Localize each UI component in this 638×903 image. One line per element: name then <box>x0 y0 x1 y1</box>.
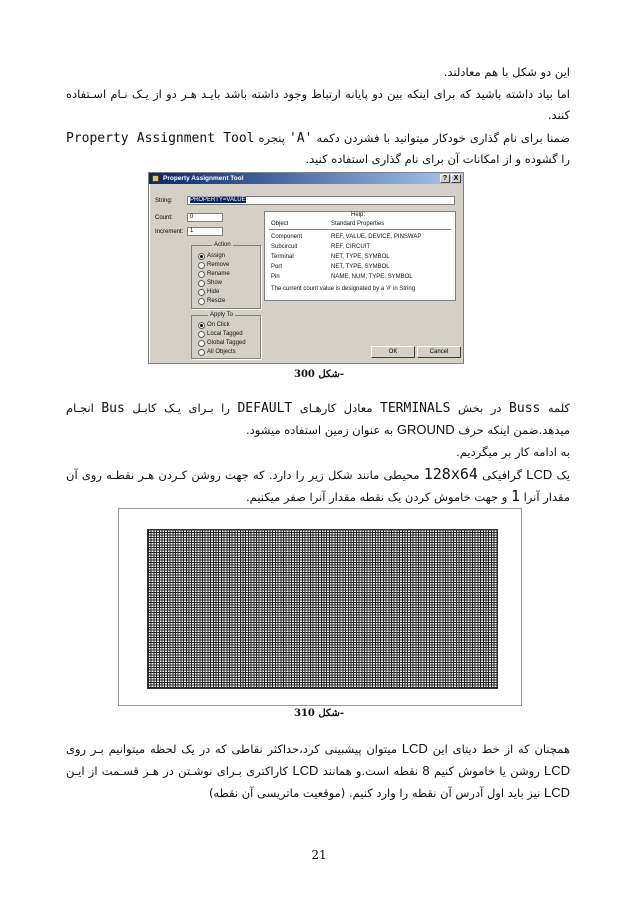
value-one: 1 <box>510 487 520 505</box>
paragraph-graphic-lcd <box>66 464 570 508</box>
keyword-lcd: LCD <box>401 741 428 756</box>
string-value: PROPERTY=VALUE <box>190 197 246 203</box>
text: روشن یا خاموش کنیم <box>433 764 540 778</box>
text: گرافیکی <box>482 468 523 482</box>
text: میتوان پیشبینی کرد،حداکثر نقاطی که در یک لحظه میتوانیم بـر روی <box>66 742 398 756</box>
help-divider <box>269 229 451 230</box>
page-number: 21 <box>311 848 327 862</box>
text: به ادامه کار بر میگردیم. <box>456 445 570 459</box>
paragraph-equivalence <box>66 62 570 83</box>
close-icon[interactable]: X <box>451 174 461 183</box>
text: یک <box>556 468 571 482</box>
dialog-title: Property Assignment Tool <box>163 175 244 182</box>
text: کلمه <box>547 401 570 415</box>
apply-title: Apply To <box>210 312 233 318</box>
help-row-object: Subcircuit <box>271 244 298 250</box>
text: این دو شکل با هم معادلند. <box>443 65 570 79</box>
ok-button[interactable]: OK <box>371 346 415 358</box>
radio-all-objects[interactable]: All Objects <box>198 348 236 356</box>
paragraph-buss <box>66 398 570 441</box>
text: اما بیاد داشته باشید که برای اینکه بین دو پایانه ارتباط وجود داشته باشد بایـد هـر دو از یـک نـام اسـتفاده کنند. <box>66 87 570 122</box>
figure-caption-300: شکل 300- <box>294 369 344 380</box>
keyword-lcd: LCD <box>526 467 553 482</box>
help-header-properties: Standard Properties <box>331 221 385 227</box>
text: را گشوده و از امکانات آن برای نام گذاری استفاده کنید. <box>305 152 570 166</box>
count-input[interactable]: 0 <box>187 213 223 222</box>
radio-local-tagged[interactable]: Local Tagged <box>198 330 243 338</box>
cancel-button[interactable]: Cancel <box>417 346 461 358</box>
keyword-default: DEFAULT <box>237 401 293 416</box>
dialog-titlebar <box>149 173 463 184</box>
key-label: 'A' <box>288 131 313 146</box>
keyword-ground: GROUND <box>396 422 455 437</box>
action-title: Action <box>214 242 231 248</box>
increment-label: Increment: <box>155 229 184 235</box>
radio-hide[interactable]: Hide <box>198 288 219 296</box>
help-row-object: Terminal <box>271 254 294 260</box>
help-row-properties: REF, CIRCUIT <box>331 244 370 250</box>
value-eight: 8 <box>422 763 430 778</box>
apply-group <box>191 312 261 359</box>
radio-resize[interactable]: Resize <box>198 297 225 305</box>
help-note: The current count value is designated by a '#' in String <box>271 286 416 292</box>
radio-assign[interactable]: Assign <box>198 252 225 260</box>
text: پنجره <box>258 131 285 145</box>
text: نقطه است.و همانند <box>322 764 419 778</box>
keyword-terminals: TERMINALS <box>380 401 451 416</box>
help-row-object: Component <box>271 234 303 240</box>
lcd-grid-figure <box>118 508 522 706</box>
keyword-lcd: LCD <box>544 763 571 778</box>
help-row-properties: NAME, NUM, TYPE, SYMBOL <box>331 274 413 280</box>
text: و جهت خاموش کردن یک نقطه مقدار آنرا صفر میکنیم. <box>246 490 508 504</box>
paragraph-continue <box>66 442 570 463</box>
help-row-object: Pin <box>271 274 280 280</box>
radio-show[interactable]: Show <box>198 279 222 287</box>
property-assignment-dialog <box>148 172 464 364</box>
help-pane <box>264 211 456 301</box>
text: نیز باید اول آدرس آن نقطه را وارد کنیم. (موقعیت ماتریسی آن نقطه) <box>208 786 541 800</box>
radio-remove[interactable]: Remove <box>198 261 229 269</box>
paragraph-lcd-data <box>66 738 570 804</box>
radio-on-click[interactable]: On Click <box>198 321 230 329</box>
paragraph-same-name <box>66 84 570 126</box>
help-row-object: Port <box>271 264 283 270</box>
text: معادل کارهـای <box>299 401 373 415</box>
text: کاراکتری بـرای نوشـتن در هـر قسـمت از ایـن <box>66 764 289 778</box>
lcd-pixel-grid <box>147 529 498 689</box>
tool-name: Property Assignment Tool <box>66 131 255 146</box>
text: همچنان که از خط دیتای این <box>432 742 571 756</box>
help-row-properties: NET, TYPE, SYMBOL <box>331 264 390 270</box>
help-header-object: Object <box>271 221 289 227</box>
text: را بـرای یـک کابـل <box>132 401 230 415</box>
radio-global-tagged[interactable]: Global Tagged <box>198 339 246 347</box>
help-row-properties: NET, TYPE, SYMBOL <box>331 254 390 260</box>
string-label: String: <box>155 198 173 204</box>
action-group <box>191 242 261 309</box>
keyword-buss: Buss <box>509 401 541 416</box>
keyword-lcd: LCD <box>292 763 319 778</box>
keyword-bus: Bus <box>101 401 125 416</box>
help-row-properties: REF, VALUE, DEVICE, PINSWAP <box>331 234 422 240</box>
text: انجـام میدهد.ضمن اینکه حرف <box>66 401 570 437</box>
text: به عنوان زمین استفاده میشود. <box>246 423 394 437</box>
help-title: Help: <box>351 212 366 218</box>
help-icon[interactable]: ? <box>440 174 450 183</box>
paragraph-auto-naming <box>66 128 570 170</box>
text: در بخش <box>458 401 502 415</box>
app-icon <box>152 175 159 182</box>
lcd-size: 128x64 <box>423 465 478 483</box>
text: ضمنا برای نام گذاری خودکار میتوانید با فشردن دکمه <box>316 131 571 145</box>
keyword-lcd: LCD <box>543 785 570 800</box>
radio-rename[interactable]: Rename <box>198 270 230 278</box>
count-label: Count: <box>155 215 173 221</box>
increment-input[interactable]: 1 <box>187 227 223 236</box>
string-input[interactable] <box>187 196 455 205</box>
figure-caption-310: شکل 310- <box>294 708 344 719</box>
text: محیطی مانند شکل زیر را دارد. که جهت روشن کـردن هـر نقطـه روی آن مقدار آنرا <box>66 468 570 504</box>
